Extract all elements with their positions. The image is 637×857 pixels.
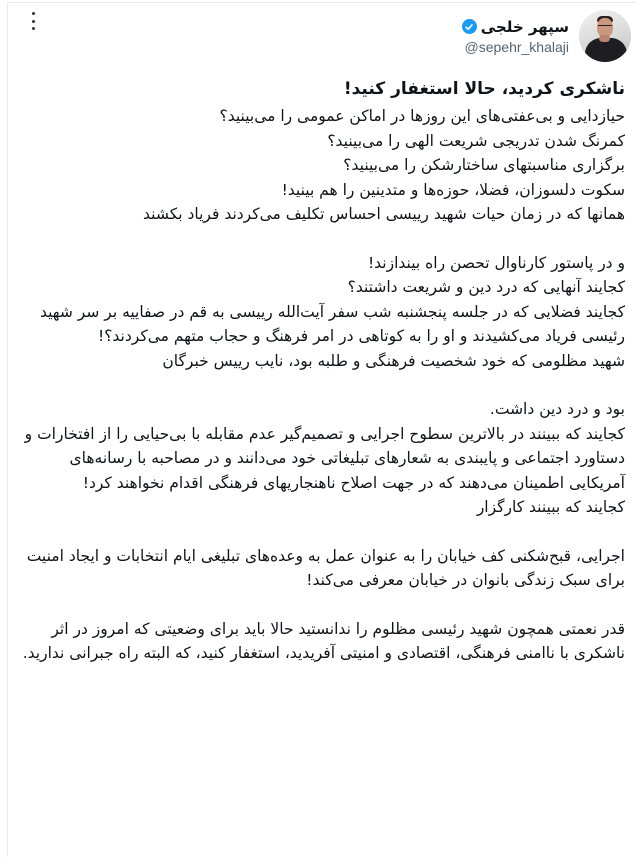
paragraph-5	[22, 617, 625, 666]
verified-badge-icon	[462, 19, 477, 34]
avatar-hand	[599, 35, 610, 42]
more-options-vertical-icon	[32, 12, 35, 15]
text-line: سکوت دلسوزان، فضلا، حوزه‌ها و متدینین را هم بینید!	[281, 180, 625, 199]
text-line: اجرایی، قبح‌شکنی کف خیابان را به عنوان عمل به وعده‌های تبلیغی ایام انتخابات و ایجاد امنیت برای سبک زندگی بانوان در خیابان معرفی می‌کند!	[26, 546, 625, 589]
user-info	[462, 18, 569, 55]
paragraph-3	[22, 397, 625, 520]
paragraph-gap	[22, 593, 625, 617]
text-line: شهید مظلومی که خود شخصیت فرهنگی و طلبه بود، نایب رییس خبرگان	[162, 351, 625, 370]
author-name[interactable]: سپهر خلجی	[480, 17, 569, 36]
text-line: کجایند که ببینند کارگزار	[476, 498, 625, 516]
paragraph-2	[22, 251, 625, 374]
tweet-header	[462, 10, 631, 62]
paragraph-1	[22, 104, 625, 227]
text-line: کجایند که ببینند در بالاترین سطوح اجرایی و تصمیم‌گیر عدم مقابله با بی‌حیایی را از افتخارات و دستاورد اجتماعی و پایبندی به شعارهای تبلیغاتی خود می‌دانند و در مصاحبه با رسانه‌های آمریکایی اطمینان می‌دهند که در جهت اصلاح ناهنجاریهای فرهنگی اقدام نخواهند کرد!	[24, 424, 625, 492]
author-handle[interactable]: @sepehr_khalaji	[464, 38, 569, 55]
tweet-body	[22, 76, 625, 666]
text-line: کجایند آنهایی که درد دین و شریعت داشتند؟	[347, 278, 625, 296]
paragraph-gap	[22, 373, 625, 397]
paragraph-gap	[22, 227, 625, 251]
paragraph-4	[22, 544, 625, 593]
text-line: قدر نعمتی همچون شهید رئیسی مظلوم را ندانستید حالا باید برای وضعیتی که امروز در اثر ناشکری با ناامنی فرهنگی، اقتصادی و امنیتی آفریدید، استغفار کنید، که البته راه جبرانی ندارید.	[22, 619, 625, 662]
text-line: برگزاری مناسبتهای ساختارشکن را می‌بینید؟	[343, 156, 625, 174]
text-line: حیازدایی و بی‌عفتی‌های این روزها در اماکن عمومی را می‌بینید؟	[219, 107, 625, 125]
name-row	[462, 18, 569, 36]
tweet-title: ناشکری کردید، حالا استغفار کنید!	[343, 79, 625, 99]
text-line: بود و درد دین داشت.	[489, 400, 625, 418]
more-dot	[32, 27, 35, 30]
text-line: کجایند فضلایی که در جلسه پنجشنبه شب سفر آیت‌الله رییسی به قم در صفاییه بر سر شهید رئیسی فریاد می‌کشیدند و او را به کوتاهی در امر فرهنگ و حجاب متهم می‌کردند؟!	[39, 302, 625, 345]
paragraph-gap	[22, 520, 625, 544]
more-dot	[32, 20, 35, 23]
avatar-glasses	[598, 25, 612, 28]
more-options-button[interactable]	[26, 10, 40, 32]
text-line: همانها که در زمان حیات شهید رییسی احساس تکلیف می‌کردند فریاد بکشند	[143, 205, 625, 223]
avatar[interactable]	[579, 10, 631, 62]
text-line: و در پاستور کارناوال تحصن راه بیندازند!	[367, 253, 625, 272]
text-line: کمرنگ شدن تدریجی شریعت الهی را می‌بینید؟	[327, 131, 625, 150]
